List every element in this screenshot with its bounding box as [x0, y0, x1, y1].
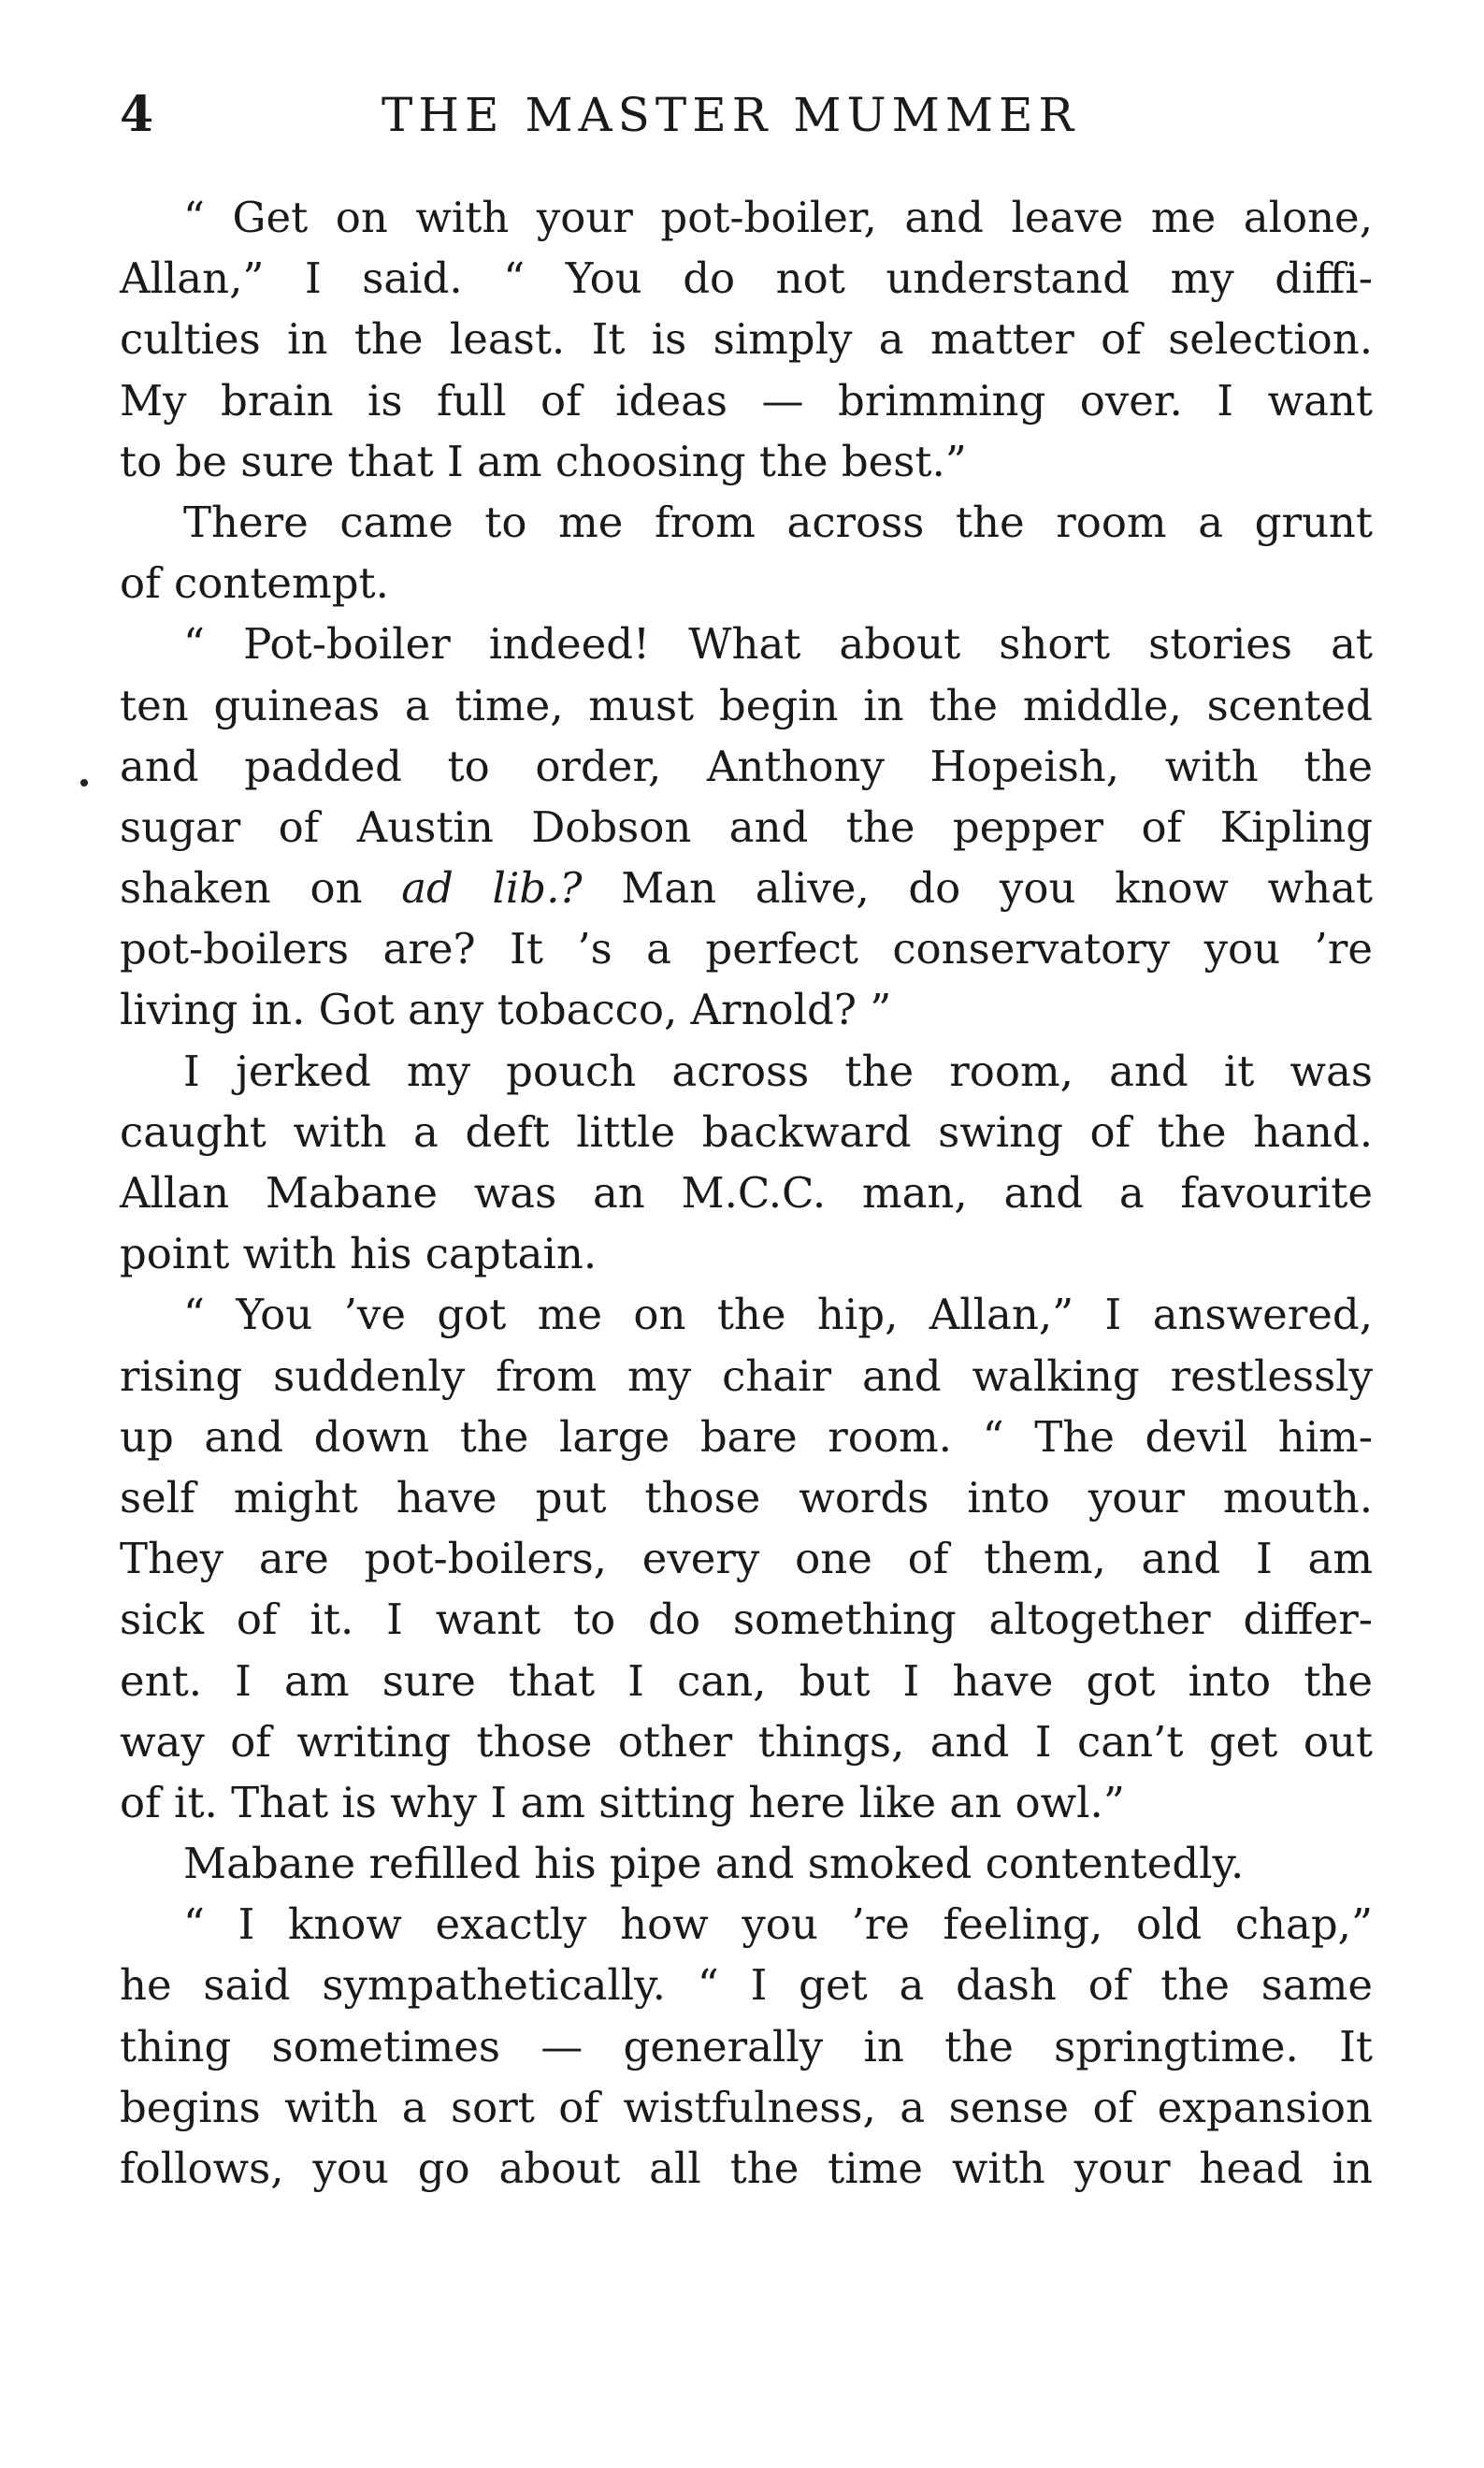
text-line: living in. Got any tobacco, Arnold? ” — [120, 985, 892, 1035]
text-line: rising suddenly from my chair and walking restlessly — [120, 1350, 1373, 1401]
text-line: My brain is full of ideas — brimming over. I want — [120, 375, 1373, 426]
body-text — [120, 187, 1373, 2199]
text-line: I jerked my pouch across the room, and it was — [183, 1046, 1373, 1096]
text-line: They are pot-boilers, every one of them, and I am — [120, 1534, 1373, 1584]
text-line: ten guineas a time, must begin in the middle, scented — [120, 680, 1373, 730]
page-number: 4 — [120, 86, 154, 143]
text-line: Mabane refilled his pipe and smoked contentedly. — [183, 1839, 1245, 1889]
text-line: Allan,” I said. “ You do not understand my diffi- — [120, 253, 1373, 304]
text-line: sugar of Austin Dobson and the pepper of Kipling — [120, 801, 1373, 852]
text-line: up and down the large bare room. “ The devil him- — [120, 1411, 1373, 1462]
text-line: and padded to order, Anthony Hopeish, with the — [120, 741, 1373, 791]
text-line: culties in the least. It is simply a matter of selection. — [120, 314, 1373, 365]
text-line: Allan Mabane was an M.C.C. man, and a favourite — [120, 1168, 1373, 1218]
text-line: pot-boilers are? It ’s a perfect conservatory you ’re — [120, 924, 1373, 974]
text-line: ent. I am sure that I can, but I have got into the — [120, 1655, 1373, 1706]
text-line: of contempt. — [120, 558, 389, 609]
text-line: to be sure that I am choosing the best.” — [120, 436, 967, 486]
text-line: “ Pot-boiler indeed! What about short stories at — [183, 619, 1373, 670]
text-line: self might have put those words into your mouth. — [120, 1472, 1373, 1523]
text-line: “ I know exactly how you ’re feeling, old chap,” — [183, 1899, 1373, 1950]
text-line: he said sympathetically. “ I get a dash of the same — [120, 1960, 1373, 2011]
text-line: point with his captain. — [120, 1229, 598, 1279]
margin-mark — [80, 779, 88, 787]
text-line: thing sometimes — generally in the springtime. It — [120, 2021, 1373, 2071]
text-line: “ You ’ve got me on the hip, Allan,” I answered, — [183, 1290, 1373, 1340]
text-line: “ Get on with your pot-boiler, and leave me alone, — [183, 193, 1373, 242]
text-line — [120, 858, 1373, 918]
running-title: THE MASTER MUMMER — [382, 88, 1080, 142]
text-line: caught with a deft little backward swing of the hand. — [120, 1106, 1373, 1157]
text-fragment: Man alive, do you know what — [621, 863, 1374, 914]
text-line: begins with a sort of wistfulness, a sense of expansion — [120, 2082, 1373, 2132]
text-line: follows, you go about all the time with your head in — [120, 2143, 1373, 2193]
text-line: There came to me from across the room a grunt — [183, 497, 1373, 547]
text-fragment: shaken on — [120, 863, 363, 914]
text-line: way of writing those other things, and I can’t get out — [120, 1716, 1373, 1767]
text-line: of it. That is why I am sitting here like an owl.” — [120, 1777, 1125, 1827]
italic-phrase: ad lib.? — [401, 863, 583, 914]
text-line: sick of it. I want to do something altogether differ- — [120, 1595, 1373, 1645]
page-header — [120, 82, 1373, 148]
